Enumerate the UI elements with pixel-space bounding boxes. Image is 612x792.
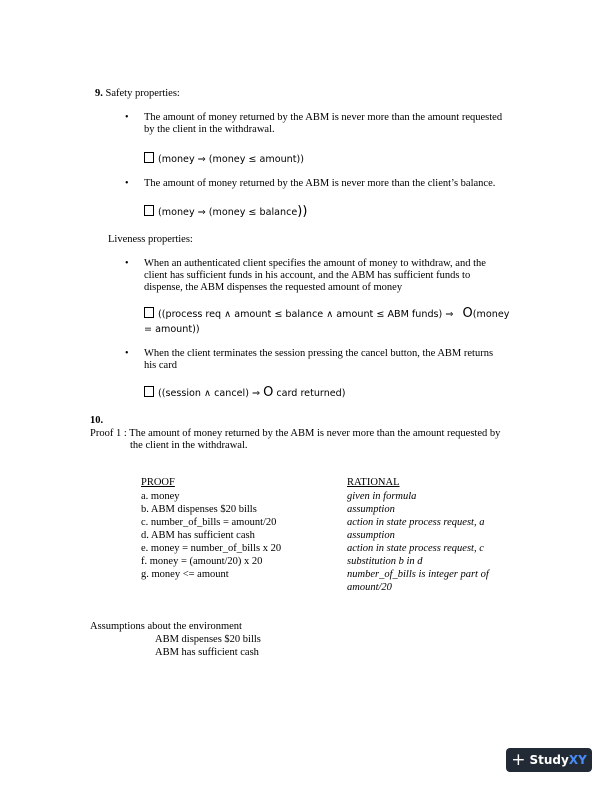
- rational-item: action in state process request, c: [347, 543, 484, 554]
- rational-column: [347, 477, 489, 594]
- proof-title-cont: the client in the withdrawal.: [130, 440, 248, 451]
- formula-text: (money: [472, 309, 510, 320]
- logo-text: Study: [529, 753, 569, 767]
- formula-3: [144, 307, 509, 336]
- eventually-operator: O: [263, 385, 274, 400]
- liveness-heading: Liveness properties:: [108, 234, 193, 245]
- bullet-icon: •: [125, 178, 129, 189]
- formula-4: [144, 386, 346, 400]
- text-line: When the client terminates the session pressing the cancel button, the ABM returns: [144, 348, 494, 359]
- safety-property-1: [144, 112, 502, 136]
- box-operator-icon: [144, 205, 154, 216]
- logo-text-accent: XY: [568, 753, 587, 767]
- proof-step: e. money = number_of_bills x 20: [141, 543, 282, 554]
- plus-icon: +: [511, 750, 526, 770]
- box-operator-icon: [144, 307, 154, 318]
- bullet-icon: •: [125, 258, 129, 269]
- formula-text: ((process req ∧ amount ≤ balance ∧ amount ≤ ABM funds) ⇒: [158, 309, 454, 320]
- proof-column: [141, 477, 281, 581]
- text-line: his card: [144, 360, 177, 371]
- section-title: Safety properties:: [105, 88, 180, 99]
- rational-item: amount/20: [347, 582, 392, 593]
- section-number: 9.: [95, 88, 103, 99]
- formula-1: [144, 152, 304, 166]
- formula-text: )): [297, 204, 308, 219]
- box-operator-icon: [144, 152, 154, 163]
- section-9-heading: [95, 88, 180, 100]
- text-line: by the client in the withdrawal.: [144, 124, 275, 135]
- proof-step: d. ABM has sufficient cash: [141, 530, 255, 541]
- formula-text: (money ⇒ (money ≤ balance: [158, 207, 298, 218]
- proof-step: a. money: [141, 491, 180, 502]
- proof-step: f. money = (amount/20) x 20: [141, 556, 263, 567]
- rational-item: substitution b in d: [347, 556, 423, 567]
- assumptions-heading: Assumptions about the environment: [90, 621, 242, 632]
- proof-step: b. ABM dispenses $20 bills: [141, 504, 257, 515]
- box-operator-icon: [144, 386, 154, 397]
- formula-text: card returned): [273, 388, 346, 399]
- text-line: When an authenticated client specifies the amount of money to withdraw, and the: [144, 258, 486, 269]
- proof-step: g. money <= amount: [141, 569, 229, 580]
- liveness-property-1: [144, 258, 486, 294]
- bullet-icon: •: [125, 348, 129, 359]
- rational-item: number_of_bills is integer part of: [347, 569, 489, 580]
- bullet-icon: •: [125, 112, 129, 123]
- rational-item: action in state process request, a: [347, 517, 485, 528]
- formula-2: [144, 205, 307, 219]
- rational-item: assumption: [347, 504, 395, 515]
- text-line: client has sufficient funds in his account, and the ABM has sufficient funds to: [144, 270, 471, 281]
- safety-property-2: The amount of money returned by the ABM is never more than the client’s balance.: [144, 178, 496, 189]
- eventually-operator: O: [462, 306, 473, 321]
- section-10-heading: 10.: [90, 415, 104, 426]
- formula-text: = amount)): [144, 324, 200, 335]
- rational-header: RATIONAL: [347, 477, 400, 488]
- studyxy-logo: [506, 748, 592, 772]
- assumption-item: ABM dispenses $20 bills: [155, 634, 261, 645]
- formula-text: (money ⇒ (money ≤ amount)): [158, 154, 305, 165]
- proof-title: Proof 1 : The amount of money returned by the ABM is never more than the amount requested by: [90, 428, 501, 439]
- assumption-item: ABM has sufficient cash: [155, 647, 259, 658]
- liveness-property-2: [144, 348, 493, 372]
- text-line: dispense, the ABM dispenses the requested amount of money: [144, 282, 403, 293]
- proof-header: PROOF: [141, 477, 175, 488]
- rational-item: given in formula: [347, 491, 417, 502]
- text-line: The amount of money returned by the ABM is never more than the amount requested: [144, 112, 503, 123]
- proof-step: c. number_of_bills = amount/20: [141, 517, 277, 528]
- formula-text: ((session ∧ cancel) ⇒: [158, 388, 261, 399]
- rational-item: assumption: [347, 530, 395, 541]
